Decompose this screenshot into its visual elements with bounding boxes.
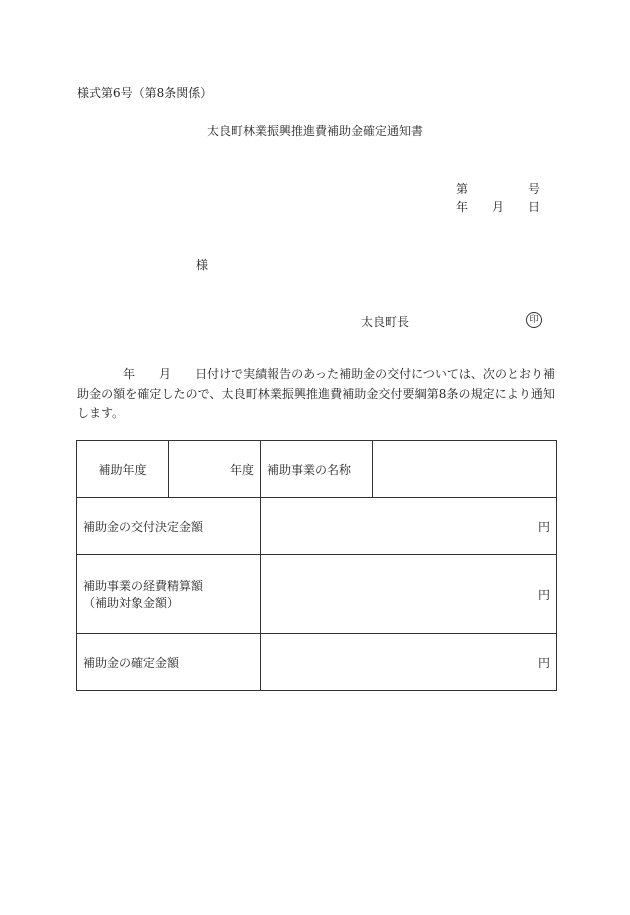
table-row: [77, 634, 557, 691]
decision-amount-field[interactable]: 円: [261, 498, 557, 555]
notice-body: [77, 365, 555, 424]
settlement-label: [77, 555, 261, 634]
table-row: [77, 555, 557, 634]
confirmed-amount-field[interactable]: 円: [261, 634, 557, 691]
document-title: 太良町林業振興推進費補助金確定通知書: [206, 124, 423, 138]
document-number-suffix: 号: [527, 182, 540, 196]
form-number: 様式第6号（第8条関係）: [77, 86, 213, 100]
body-year: 年: [123, 367, 136, 381]
table-row: [77, 498, 557, 555]
seal-icon: 印: [526, 312, 542, 328]
body-month: 月: [159, 367, 172, 381]
body-text: 日付けで実績報告のあった補助金の交付については、次のとおり補助金の額を確定したので、太良町林業振興推進費補助金交付要綱第8条の規定により通知します。: [77, 367, 555, 420]
settlement-label-line2: （補助対象金額）: [83, 596, 180, 610]
confirmed-amount-label: 補助金の確定金額: [77, 634, 261, 691]
subsidy-year-label: 補助年度: [77, 441, 169, 498]
project-name-label: 補助事業の名称: [261, 441, 373, 498]
table-row: [77, 441, 557, 498]
date-month: 月: [491, 200, 504, 214]
document-number-prefix: 第: [456, 182, 469, 196]
date-year: 年: [456, 200, 469, 214]
document-date: [456, 198, 540, 215]
subsidy-year-field[interactable]: 年度: [169, 441, 261, 498]
settlement-label-line1: 補助事業の経費精算額: [83, 579, 204, 593]
addressee-honorific: 様: [196, 258, 209, 272]
project-name-field[interactable]: [373, 441, 557, 498]
document-number: [456, 180, 540, 197]
decision-amount-label: 補助金の交付決定金額: [77, 498, 261, 555]
sender-mayor: 太良町長: [361, 315, 410, 329]
settlement-amount-field[interactable]: 円: [261, 555, 557, 634]
subsidy-table: [76, 440, 557, 691]
date-day: 日: [527, 200, 540, 214]
